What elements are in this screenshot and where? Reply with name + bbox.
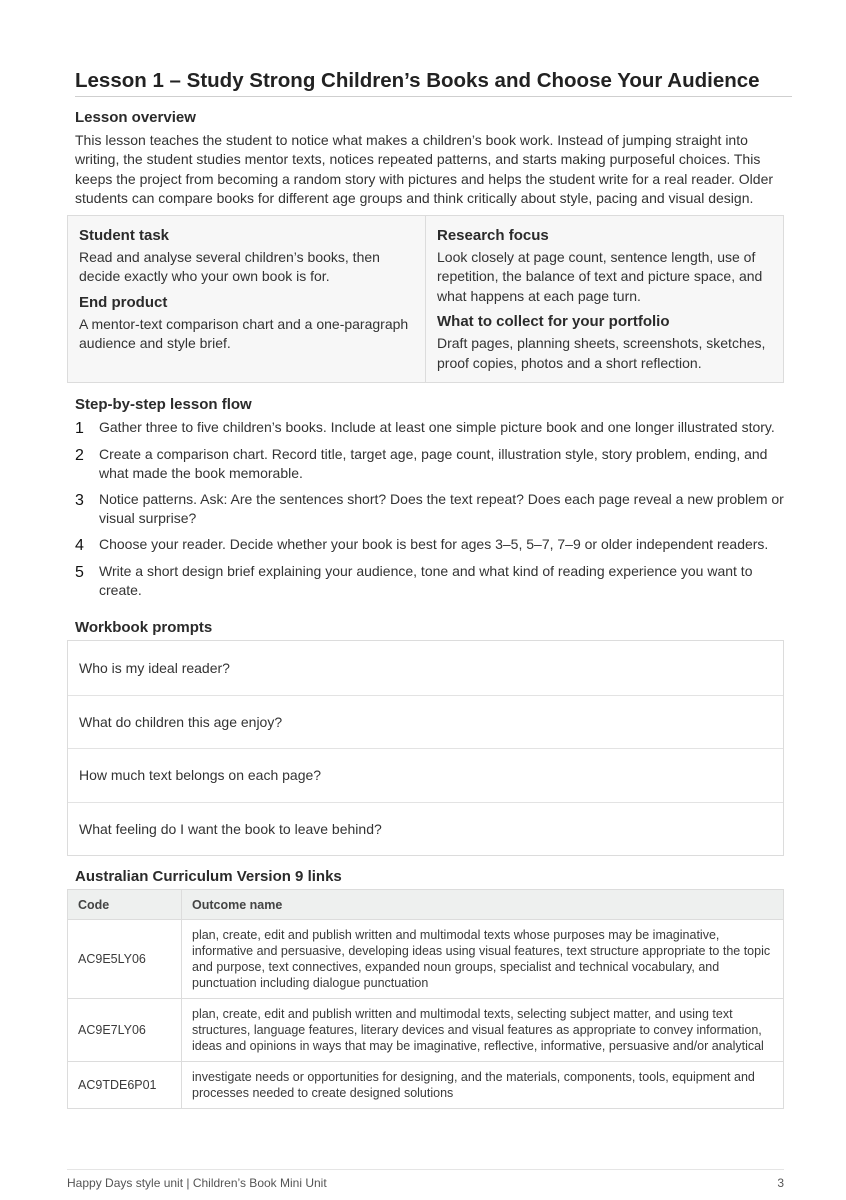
student-task-text: Read and analyse several children’s books, then decide exactly who your own book is for. [79, 249, 380, 285]
step-text: Write a short design brief explaining your audience, tone and what kind of reading experience you want to create. [99, 562, 753, 599]
table-row [68, 1062, 784, 1109]
step-number: 2 [75, 447, 84, 464]
column-header-code: Code [68, 890, 182, 920]
overview-text: This lesson teaches the student to notice what makes a children’s book work. Instead of jumping straight into writing, the student studies mentor texts, notices repeated patterns, and starts making purposeful choices. This keeps the project from becoming a random story with pictures and helps the student write for a real reader. Older students can compare books for different age groups and think critically about style, pacing and visual design. [75, 132, 774, 207]
step-number: 1 [75, 420, 84, 437]
page-number: 3 [777, 1176, 784, 1190]
research-focus-text: Look closely at page count, sentence length, use of repetition, the balance of text and picture space, and what happens at each page turn. [437, 249, 763, 304]
portfolio-heading: What to collect for your portfolio [437, 313, 670, 331]
flow-step [75, 535, 790, 556]
prompts-heading: Workbook prompts [75, 619, 213, 636]
flow-step [75, 490, 790, 529]
flow-heading: Step-by-step lesson flow [75, 396, 252, 413]
curriculum-heading: Australian Curriculum Version 9 links [75, 868, 342, 885]
prompt-row: What do children this age enjoy? [68, 695, 783, 749]
page-title: Lesson 1 – Study Strong Children’s Books and Choose Your Audience [75, 69, 792, 97]
step-number: 3 [75, 491, 84, 509]
lesson-flow [75, 396, 790, 606]
lesson-overview [75, 109, 785, 209]
table-header-row [68, 890, 784, 920]
lesson-info-box [67, 215, 784, 383]
page-footer [67, 1169, 784, 1190]
flow-step [75, 562, 790, 601]
outcome-cell: plan, create, edit and publish written and multimodal texts, selecting subject matter, and using text structures, language features, literary devices and visual features as appropriate to convey information, ideas and opinions in ways that may be imaginative, reflective, informative, persuasive and/or analytical [182, 999, 784, 1062]
flow-step [75, 445, 790, 484]
step-number: 4 [75, 536, 84, 554]
step-text: Gather three to five children’s books. Include at least one simple picture book and one longer illustrated story. [99, 419, 775, 435]
code-cell: AC9E5LY06 [68, 920, 182, 999]
flow-step [75, 418, 790, 439]
step-number: 5 [75, 563, 84, 581]
code-cell: AC9E7LY06 [68, 999, 182, 1062]
table-row [68, 999, 784, 1062]
column-header-outcome: Outcome name [182, 890, 784, 920]
step-text: Notice patterns. Ask: Are the sentences short? Does the text repeat? Does each page reveal a new problem or visual surprise? [99, 490, 784, 527]
step-text: Create a comparison chart. Record title, target age, page count, illustration style, story problem, ending, and what made the book memorable. [99, 446, 768, 482]
curriculum-table [67, 889, 784, 1109]
outcome-cell: investigate needs or opportunities for designing, and the materials, components, tools, equipment and processes needed to create designed solutions [182, 1062, 784, 1109]
student-task-heading: Student task [79, 227, 170, 244]
info-column-right [426, 216, 783, 382]
step-text: Choose your reader. Decide whether your book is best for ages 3–5, 5–7, 7–9 or older independent readers. [99, 535, 769, 552]
flow-steps [75, 418, 790, 600]
portfolio-text: Draft pages, planning sheets, screenshots, sketches, proof copies, photos and a short reflection. [437, 335, 766, 371]
prompt-row: Who is my ideal reader? [79, 659, 230, 676]
table-row [68, 920, 784, 999]
research-focus-heading: Research focus [437, 227, 549, 244]
code-cell: AC9TDE6P01 [68, 1062, 182, 1109]
end-product-text: A mentor-text comparison chart and a one-paragraph audience and style brief. [79, 315, 409, 352]
overview-heading: Lesson overview [75, 109, 196, 126]
outcome-cell: plan, create, edit and publish written and multimodal texts whose purposes may be imaginative, informative and persuasive, developing ideas using visual features, text structure appropriate to the topic and purpose, text connectives, expanded noun groups, specialist and technical vocabulary, and punctuation including dialogue punctuation [182, 920, 784, 999]
footer-text: Happy Days style unit | Children’s Book Mini Unit [67, 1176, 327, 1190]
end-product-heading: End product [79, 293, 168, 311]
info-column-left [68, 216, 426, 382]
workbook-prompts [67, 640, 784, 856]
prompt-row: How much text belongs on each page? [68, 748, 783, 802]
prompt-row: What feeling do I want the book to leave behind? [68, 802, 783, 856]
